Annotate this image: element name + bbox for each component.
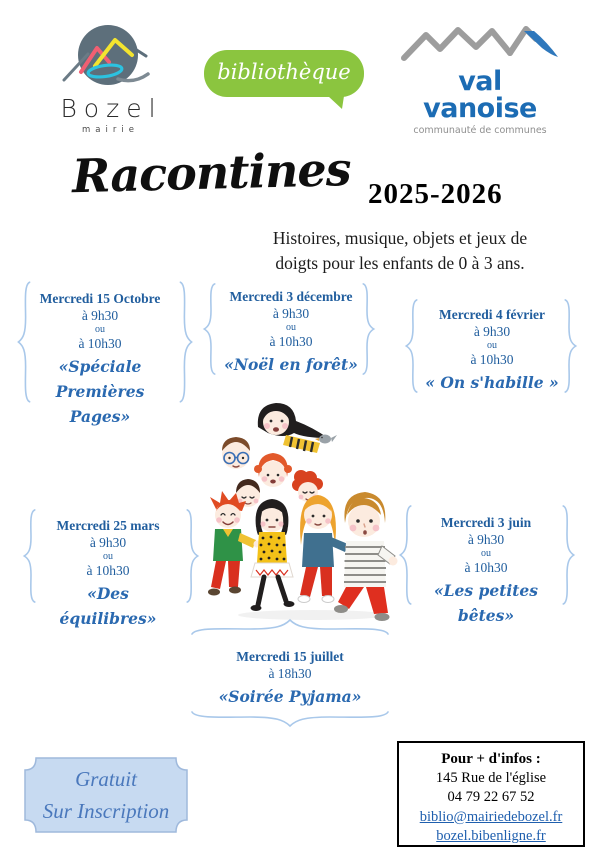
child-polka-dot-girl: [251, 499, 295, 611]
website-link[interactable]: bozel.bibenligne.fr: [436, 828, 546, 845]
event-title: «Soirée Pyjama»: [218, 686, 362, 706]
event-time2: à 10h30: [464, 559, 508, 575]
bozel-subtitle: mairie: [82, 125, 139, 135]
free-line1: Gratuit: [75, 767, 137, 791]
event-time1: à 9h30: [473, 323, 511, 339]
bozel-logo: [52, 14, 164, 135]
event-time2: à 10h30: [86, 562, 130, 578]
bozel-mountain-icon: [52, 14, 164, 88]
page-title: Racontines: [71, 141, 352, 204]
intro-line1: Histoires, musique, objets et jeux de: [272, 228, 528, 248]
event-or: ou: [286, 321, 296, 333]
event-block-octobre: [30, 290, 170, 429]
brace-left-icon: [202, 283, 217, 375]
child-glasses-boy: [222, 437, 250, 469]
event-or: ou: [487, 339, 497, 351]
event-date: Mercredi 25 mars: [56, 518, 160, 533]
bibliotheque-speech-bubble: [204, 50, 364, 97]
contact-info-box: [397, 741, 585, 847]
brace-right-icon: [561, 505, 576, 605]
event-block-juillet: [206, 648, 374, 710]
bozel-name: Bozel: [60, 94, 163, 123]
children-walking-illustration: [198, 393, 402, 625]
brace-left-icon: [22, 509, 37, 603]
free-line2: Sur Inscription: [42, 798, 170, 823]
event-title: «Noël en forêt»: [224, 354, 358, 374]
child-brown-hair-kid: [236, 479, 260, 507]
event-title-line1: «Spéciale: [58, 356, 142, 376]
event-title: « On s'habille »: [425, 372, 559, 392]
event-block-mars: [36, 517, 180, 632]
free-registration-text: [24, 764, 188, 827]
bibliotheque-label: bibliothèque: [217, 60, 351, 84]
val-vanoise-name: val vanoise: [423, 66, 537, 124]
event-block-juin: [412, 514, 560, 629]
child-black-hair-girl: [258, 403, 337, 453]
val-vanoise-logo: [398, 22, 562, 136]
val-vanoise-subtitle: communauté de communes: [413, 125, 547, 136]
event-date: Mercredi 15 juillet: [236, 649, 344, 664]
val-vanoise-mountains-icon: [398, 22, 562, 62]
event-time2: à 10h30: [269, 333, 313, 349]
info-address: 145 Rue de l'église: [435, 770, 547, 786]
event-date: Mercredi 3 décembre: [229, 289, 353, 304]
intro-line2: doigts pour les enfants de 0 à 3 ans.: [275, 253, 525, 274]
speech-bubble-tail-icon: [327, 96, 344, 109]
event-title: «Les petites bêtes»: [433, 580, 539, 625]
event-time2: à 10h30: [78, 335, 122, 351]
event-date: Mercredi 15 Octobre: [39, 291, 161, 306]
event-time1: à 18h30: [268, 665, 312, 681]
event-time2: à 10h30: [470, 351, 514, 367]
event-date: Mercredi 3 juin: [440, 515, 532, 530]
event-title-line2: Premières Pages»: [55, 381, 145, 426]
event-time1: à 9h30: [467, 531, 505, 547]
brace-bottom-icon: [190, 709, 390, 729]
event-title: «Des équilibres»: [59, 583, 157, 628]
event-block-fevrier: [420, 306, 564, 396]
child-orange-hair-girl: [254, 453, 292, 487]
child-striped-shirt-boy: [334, 492, 398, 621]
event-date: Mercredi 4 février: [439, 307, 545, 322]
event-or: ou: [95, 323, 105, 335]
child-green-vest-girl: [208, 491, 261, 596]
brace-left-icon: [404, 299, 419, 393]
event-block-decembre: [218, 288, 364, 378]
event-or: ou: [103, 550, 113, 562]
brace-right-icon: [563, 299, 578, 393]
brace-right-icon: [178, 281, 194, 403]
event-or: ou: [481, 547, 491, 559]
intro-text: [252, 226, 548, 277]
event-time1: à 9h30: [89, 534, 127, 550]
event-time1: à 9h30: [81, 307, 119, 323]
email-link[interactable]: biblio@mairiedebozel.fr: [419, 808, 563, 825]
event-time1: à 9h30: [272, 305, 310, 321]
info-heading: Pour + d'infos :: [441, 751, 541, 767]
season-label: 2025-2026: [368, 178, 503, 210]
info-phone: 04 79 22 67 52: [447, 789, 535, 806]
